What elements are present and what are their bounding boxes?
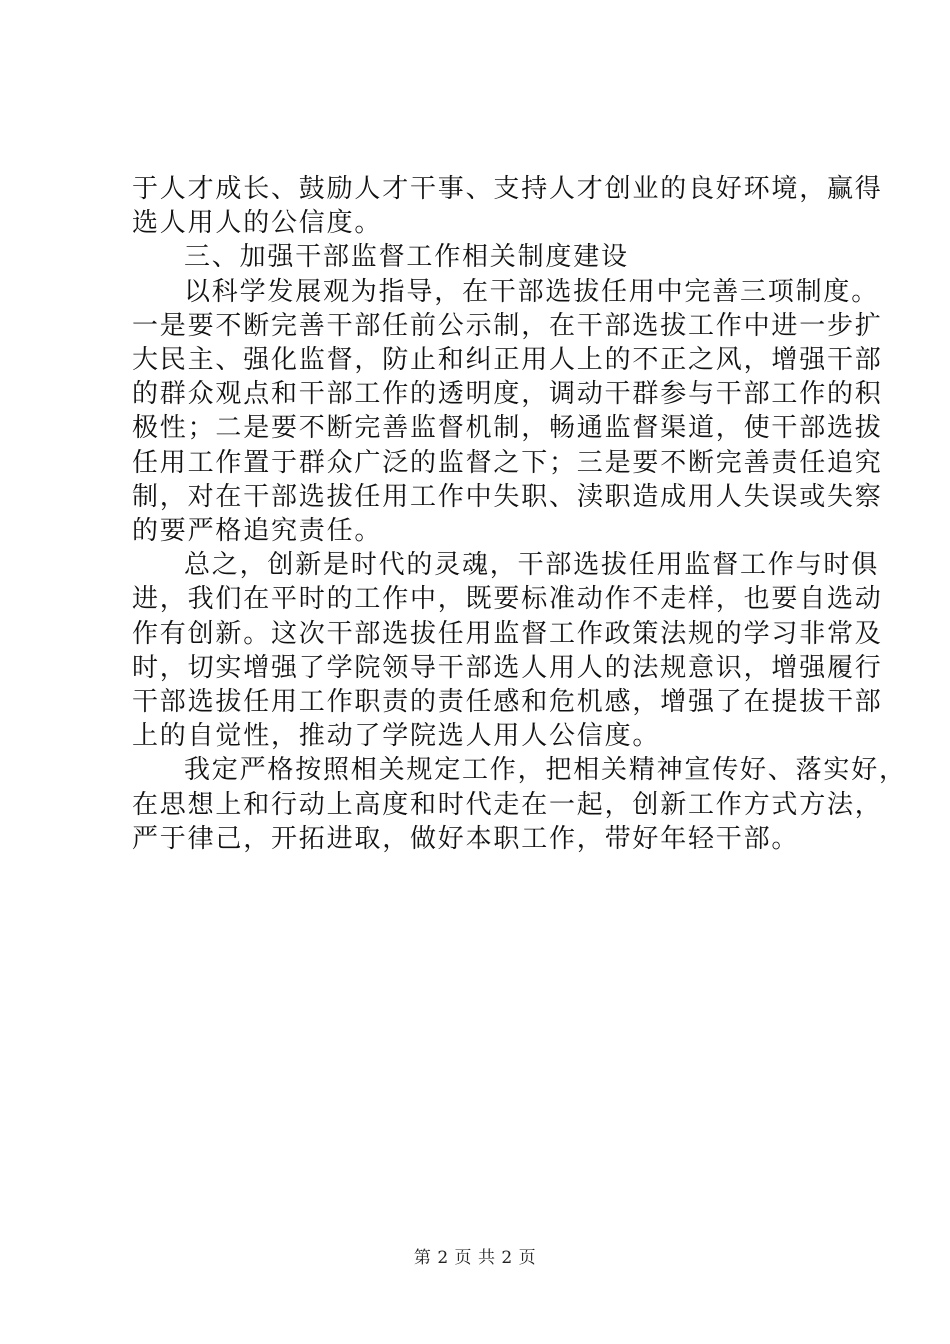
document-body (132, 172, 907, 856)
page-number-label: 第 2 页 共 2 页 (413, 1248, 537, 1268)
text-line: 选人用人的公信度。 (132, 208, 383, 239)
section-heading: 三、加强干部监督工作相关制度建设 (184, 242, 629, 273)
text-line: 进，我们在平时的工作中，既要标准动作不走样，也要自选动 (132, 584, 883, 615)
text-line: 制，对在干部选拔任用工作中失职、渎职造成用人失误或失察 (132, 481, 883, 512)
paragraph-start-line: 我定严格按照相关规定工作，把相关精神宣传好、落实好， (184, 755, 907, 786)
text-line: 上的自觉性，推动了学院选人用人公信度。 (132, 721, 661, 752)
text-line: 一是要不断完善干部任前公示制，在干部选拔工作中进一步扩 (132, 310, 883, 341)
text-line: 任用工作置于群众广泛的监督之下；三是要不断完善责任追究 (132, 447, 883, 478)
text-line: 时，切实增强了学院领导干部选人用人的法规意识，增强履行 (132, 652, 883, 683)
paragraph-start-line: 总之，创新是时代的灵魂，干部选拔任用监督工作与时俱 (184, 550, 880, 581)
text-line: 干部选拔任用工作职责的责任感和危机感，增强了在提拔干部 (132, 687, 883, 718)
page-footer (0, 1243, 950, 1268)
text-line: 于人才成长、鼓励人才干事、支持人才创业的良好环境，赢得 (132, 174, 883, 204)
text-line: 作有创新。这次干部选拔任用监督工作政策法规的学习非常及 (132, 618, 883, 649)
paragraph-start-line: 以科学发展观为指导，在干部选拔任用中完善三项制度。 (184, 276, 880, 307)
text-line: 严于律己，开拓进取，做好本职工作，带好年轻干部。 (132, 823, 800, 854)
text-line: 极性；二是要不断完善监督机制，畅通监督渠道，使干部选拔 (132, 413, 883, 444)
text-line: 的要严格追究责任。 (132, 516, 383, 547)
text-line: 在思想上和行动上高度和时代走在一起，创新工作方式方法， (132, 789, 883, 820)
text-line: 的群众观点和干部工作的透明度，调动干群参与干部工作的积 (132, 379, 883, 410)
text-line: 大民主、强化监督，防止和纠正用人上的不正之风，增强干部 (132, 345, 883, 376)
